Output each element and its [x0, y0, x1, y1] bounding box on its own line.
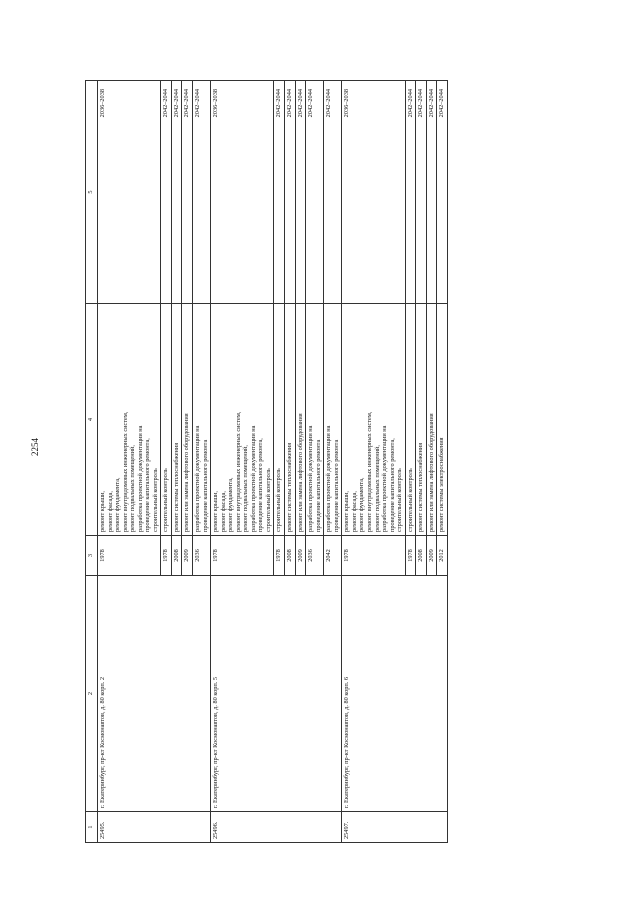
- work-year: 2008: [171, 536, 182, 576]
- work-description: [171, 304, 182, 536]
- work-line: разработка проектной документации на: [307, 425, 315, 532]
- work-line: строительный контроль: [264, 468, 272, 532]
- work-line: строительный контроль: [275, 468, 283, 532]
- work-year: 1978: [274, 536, 285, 576]
- column-header: 4: [86, 304, 98, 536]
- work-period: 2042–2044: [171, 81, 182, 304]
- work-period: 2042–2044: [274, 81, 285, 304]
- work-description: [295, 304, 306, 536]
- work-period: 2042–2044: [405, 81, 416, 304]
- work-line: ремонт фасада,: [350, 491, 358, 532]
- work-line: ремонт внутридомовых инженерных систем,: [121, 411, 129, 532]
- work-line: ремонт или замена лифтового оборудования: [183, 413, 191, 532]
- page-number: [27, 440, 43, 464]
- work-year: 2008: [416, 536, 427, 576]
- work-line: разработка проектной документации на: [325, 425, 333, 532]
- work-year: 1978: [98, 536, 161, 576]
- table-row: [342, 81, 405, 843]
- work-line: ремонт внутридомовых инженерных систем,: [365, 411, 373, 532]
- work-line: проведение капитального ремонта,: [257, 438, 265, 532]
- work-year: 1978: [405, 536, 416, 576]
- work-description: [342, 304, 405, 536]
- rotated-table-wrapper: [85, 81, 588, 843]
- work-line: ремонт подвальных помещений,: [129, 445, 137, 532]
- column-header: 3: [86, 536, 98, 576]
- work-line: ремонт системы теплоснабжения: [172, 442, 180, 532]
- column-header: 1: [86, 812, 98, 843]
- work-period: 2042–2044: [306, 81, 324, 304]
- work-year: 2036: [193, 536, 211, 576]
- work-line: проведение капитального ремонта,: [388, 438, 396, 532]
- page-number-text: 2254: [30, 438, 40, 456]
- work-line: строительный контроль: [151, 468, 159, 532]
- work-description: [285, 304, 296, 536]
- work-line: ремонт фундамента,: [227, 477, 235, 532]
- work-year: 2008: [285, 536, 296, 576]
- work-period: 2042–2044: [161, 81, 172, 304]
- work-period: 2036–2038: [98, 81, 161, 304]
- table-row: [98, 81, 161, 843]
- work-description: [405, 304, 416, 536]
- work-year: 1978: [161, 536, 172, 576]
- work-line: ремонт фасада,: [219, 491, 227, 532]
- work-year: 2036: [306, 536, 324, 576]
- record-address: г. Екатеринбург, пр-кт Космонавтов, д. 80 корп. 2: [98, 576, 211, 812]
- work-period: 2042–2044: [324, 81, 342, 304]
- record-address: г. Екатеринбург, пр-кт Космонавтов, д. 80 корп. 6: [342, 576, 448, 812]
- work-year: 2009: [295, 536, 306, 576]
- work-year: 2009: [182, 536, 193, 576]
- work-period: 2036–2038: [342, 81, 405, 304]
- table-body: [98, 81, 448, 843]
- work-line: разработка проектной документации на: [194, 425, 202, 532]
- record-address: г. Екатеринбург, пр-кт Космонавтов, д. 80 корп. 5: [211, 576, 342, 812]
- record-number: 25495.: [98, 812, 211, 843]
- work-description: [98, 304, 161, 536]
- work-line: проведение капитального ремонта: [201, 439, 209, 532]
- work-description: [211, 304, 274, 536]
- work-line: разработка проектной документации на: [381, 425, 389, 532]
- work-line: ремонт подвальных помещений,: [373, 445, 381, 532]
- work-line: ремонт фундамента,: [358, 477, 366, 532]
- work-description: [274, 304, 285, 536]
- work-line: ремонт крыши,: [99, 490, 106, 532]
- work-line: проведение капитального ремонта: [314, 439, 322, 532]
- work-period: 2042–2044: [416, 81, 427, 304]
- work-line: ремонт подвальных помещений,: [242, 445, 250, 532]
- work-line: строительный контроль: [406, 468, 414, 532]
- work-line: строительный контроль: [396, 468, 404, 532]
- work-line: проведение капитального ремонта,: [144, 438, 152, 532]
- work-line: ремонт или замена лифтового оборудования: [296, 413, 304, 532]
- work-line: ремонт фундамента,: [114, 477, 122, 532]
- table-row: [211, 81, 274, 843]
- work-period: 2042–2044: [426, 81, 437, 304]
- work-description: [306, 304, 324, 536]
- work-line: ремонт или замена лифтового оборудования: [427, 413, 435, 532]
- work-period: 2036–2038: [211, 81, 274, 304]
- work-line: ремонт крыши,: [343, 490, 351, 532]
- work-description: [416, 304, 427, 536]
- work-year: 2042: [324, 536, 342, 576]
- work-period: 2042–2044: [437, 81, 448, 304]
- record-number: 25496.: [211, 812, 342, 843]
- work-period: 2042–2044: [182, 81, 193, 304]
- work-line: ремонт внутридомовых инженерных систем,: [234, 411, 242, 532]
- work-description: [182, 304, 193, 536]
- work-period: 2042–2044: [285, 81, 296, 304]
- work-line: ремонт крыши,: [212, 490, 220, 532]
- work-year: 1978: [342, 536, 405, 576]
- work-year: 2012: [437, 536, 448, 576]
- record-number: 25497.: [342, 812, 448, 843]
- work-line: ремонт фасада,: [106, 491, 114, 532]
- work-line: разработка проектной документации на: [249, 425, 257, 532]
- work-description: [193, 304, 211, 536]
- work-line: строительный контроль: [162, 468, 170, 532]
- header-row: [86, 81, 98, 843]
- work-description: [426, 304, 437, 536]
- work-line: разработка проектной документации на: [136, 425, 144, 532]
- column-header: 5: [86, 81, 98, 304]
- work-year: 1978: [211, 536, 274, 576]
- capital-repair-table: [85, 80, 448, 843]
- work-description: [437, 304, 448, 536]
- work-year: 2009: [426, 536, 437, 576]
- work-line: ремонт системы теплоснабжения: [417, 442, 425, 532]
- work-line: ремонт системы теплоснабжения: [286, 442, 294, 532]
- column-header: 2: [86, 576, 98, 812]
- work-period: 2042–2044: [193, 81, 211, 304]
- work-line: проведение капитального ремонта: [332, 439, 340, 532]
- work-period: 2042–2044: [295, 81, 306, 304]
- work-description: [161, 304, 172, 536]
- work-line: ремонт системы электроснабжения: [438, 437, 446, 532]
- work-description: [324, 304, 342, 536]
